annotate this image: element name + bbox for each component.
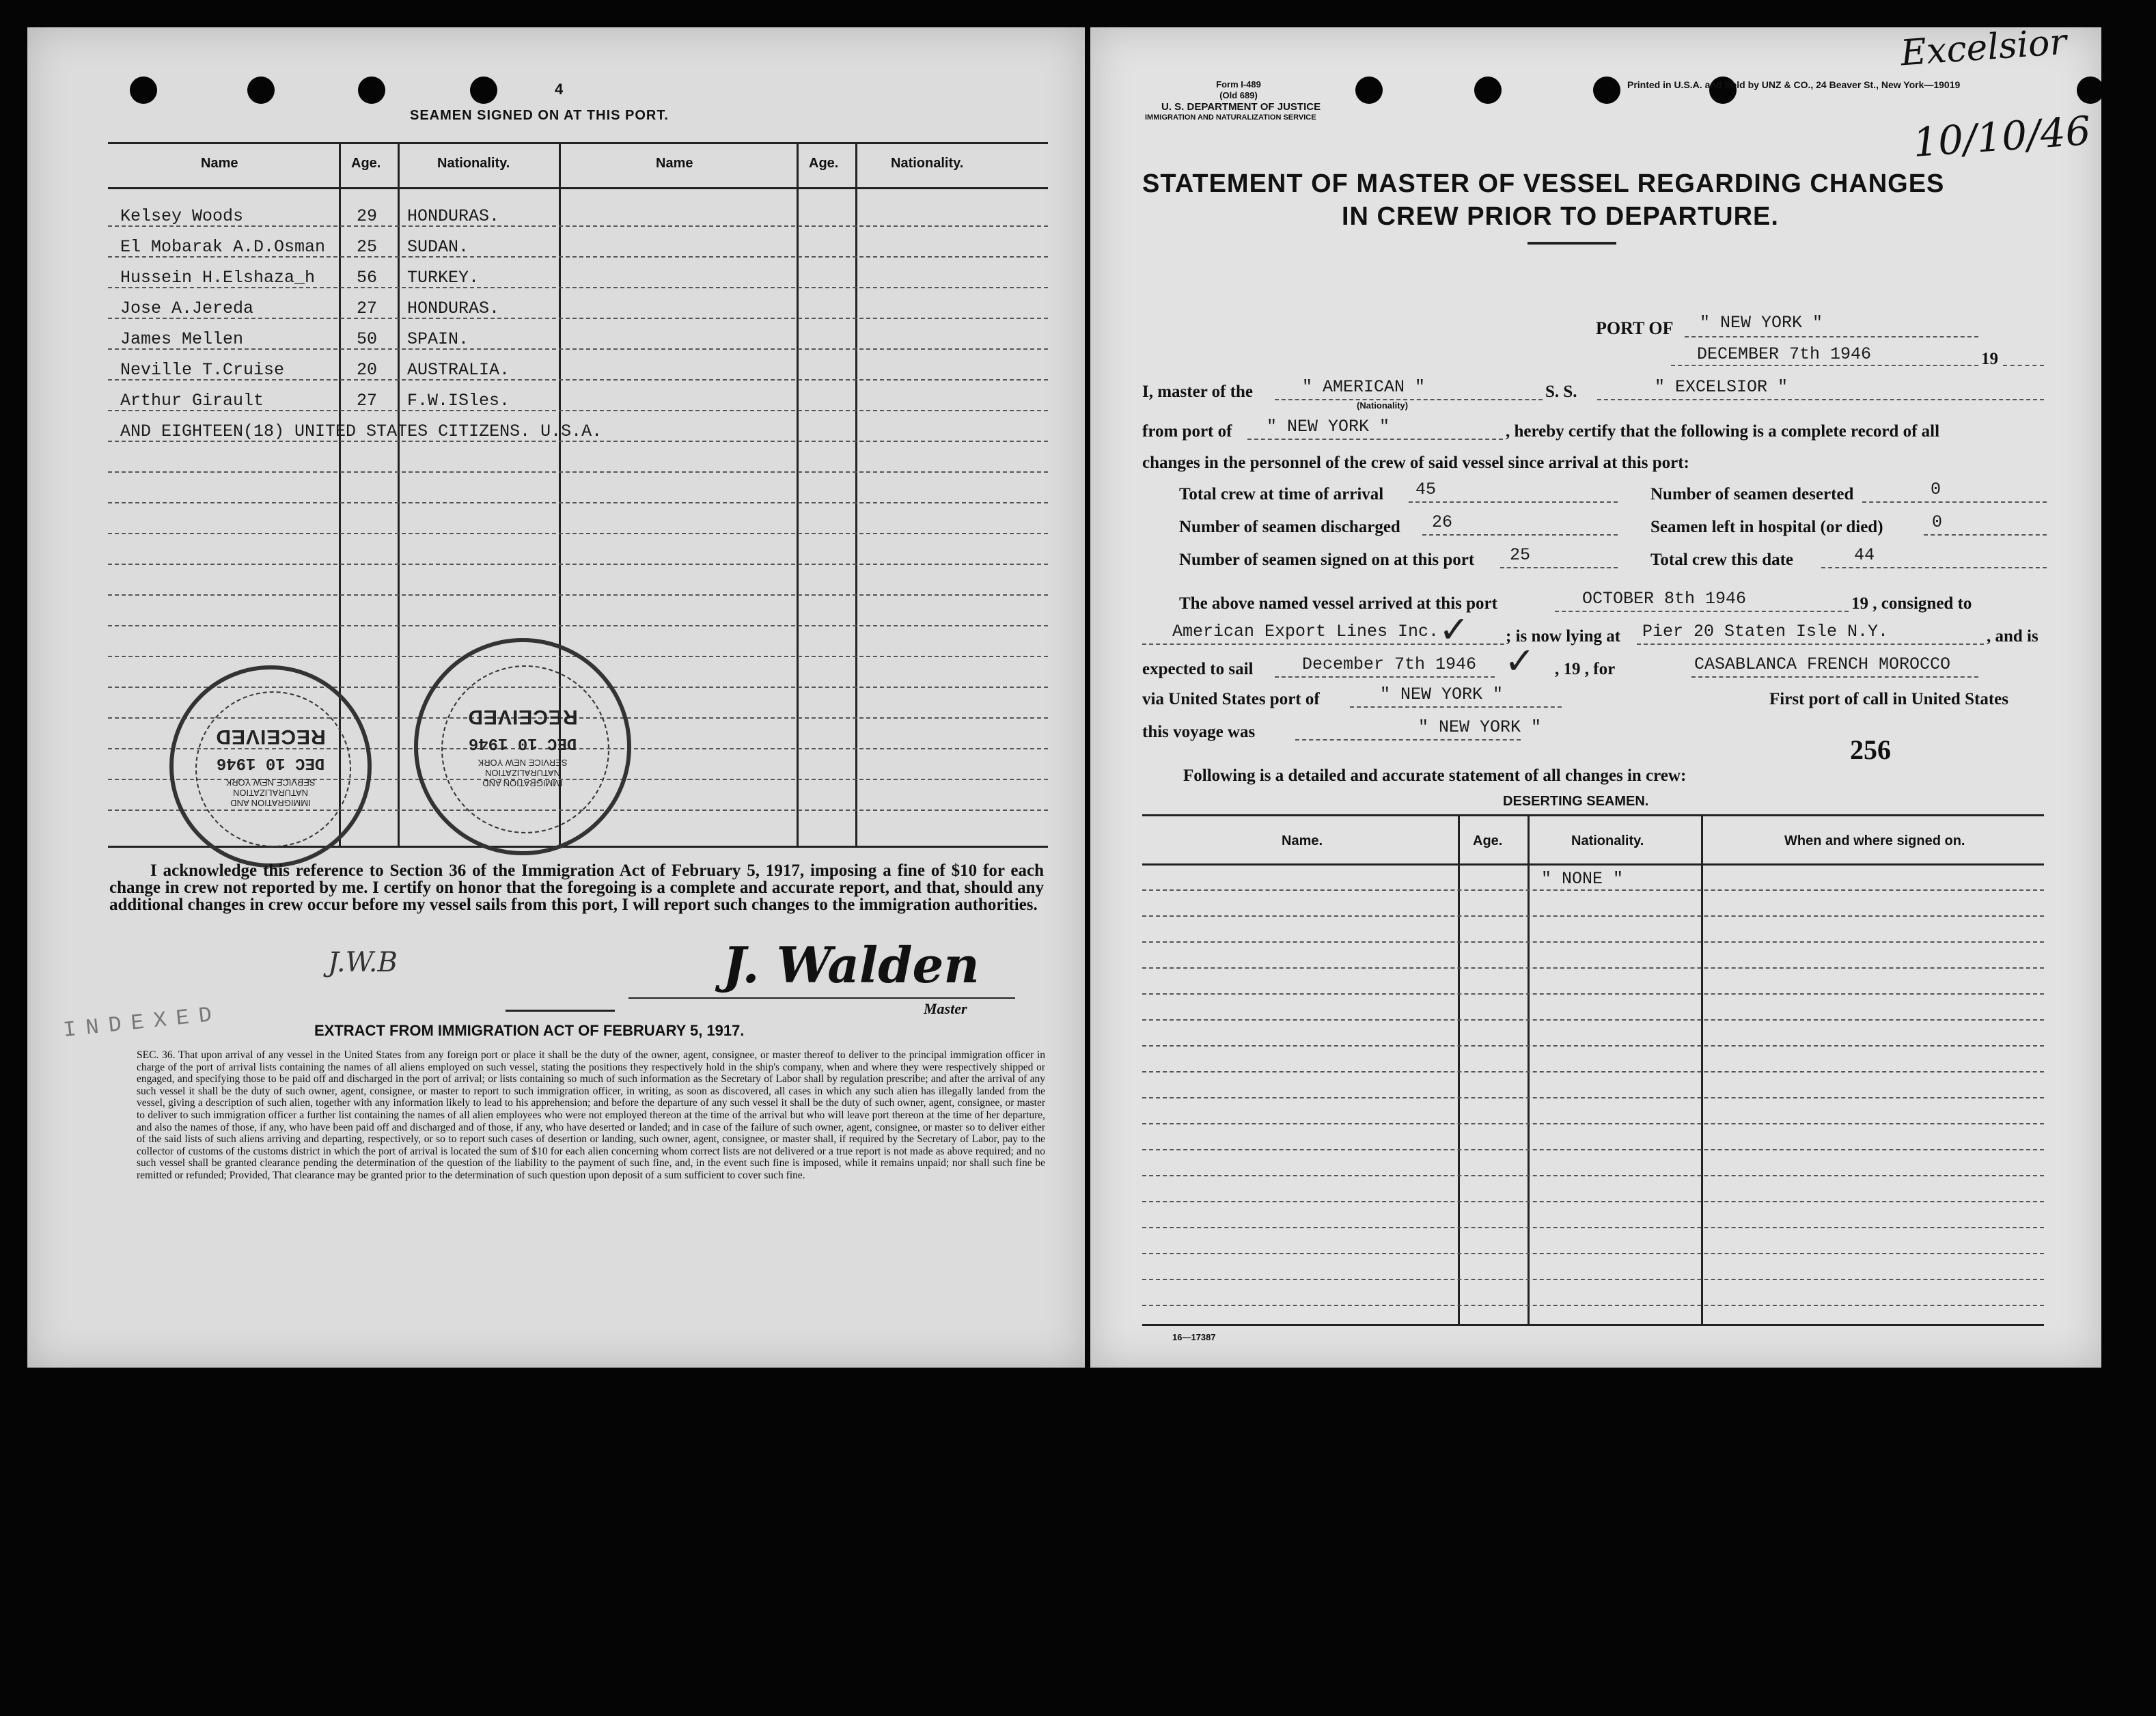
consigned-label: 19 , consigned to bbox=[1851, 594, 1972, 613]
master-of-label: I, master of the bbox=[1142, 383, 1253, 401]
total-crew-arrival-label: Total crew at time of arrival bbox=[1179, 485, 1384, 503]
row-age: 27 bbox=[357, 299, 378, 318]
row-nationality: SUDAN. bbox=[407, 237, 469, 257]
punch-hole bbox=[470, 77, 497, 104]
left-page-title: SEAMEN SIGNED ON AT THIS PORT. bbox=[410, 108, 669, 123]
footer-code: 16—17387 bbox=[1172, 1332, 1216, 1342]
punch-hole bbox=[2077, 77, 2104, 104]
form-title-line1: STATEMENT OF MASTER OF VESSEL REGARDING CHANGES bbox=[1142, 169, 1945, 198]
row-nationality: F.W.ISles. bbox=[407, 391, 510, 411]
lying-label: ; is now lying at bbox=[1506, 627, 1621, 646]
service: IMMIGRATION AND NATURALIZATION SERVICE bbox=[1145, 113, 1316, 122]
col-header-name-2: Name bbox=[656, 156, 693, 171]
col-header-age: Age. bbox=[351, 156, 381, 171]
punch-hole bbox=[247, 77, 275, 104]
deserting-header-name: Name. bbox=[1282, 833, 1323, 848]
punch-hole bbox=[1474, 77, 1502, 104]
col-header-name: Name bbox=[201, 156, 238, 171]
master-label: Master bbox=[924, 1000, 967, 1017]
handwritten-date: 10/10/46 bbox=[1911, 107, 2092, 167]
ship-value: " EXCELSIOR " bbox=[1655, 377, 1788, 397]
deserting-header-signed-on: When and where signed on. bbox=[1784, 833, 1965, 848]
form-title-line2: IN CREW PRIOR TO DEPARTURE. bbox=[1342, 202, 1779, 231]
department: U. S. DEPARTMENT OF JUSTICE bbox=[1161, 101, 1321, 113]
row-name: Neville T.Cruise bbox=[120, 360, 285, 380]
right-page bbox=[1090, 21, 2101, 1368]
left-page bbox=[27, 27, 1085, 1368]
form-number: Form I-489 bbox=[1216, 79, 1261, 89]
port-of-value: " NEW YORK " bbox=[1700, 313, 1823, 333]
via-value: " NEW YORK " bbox=[1380, 684, 1504, 704]
row-age: 50 bbox=[357, 329, 378, 349]
punch-hole bbox=[1593, 77, 1620, 104]
date-value: DECEMBER 7th 1946 bbox=[1697, 344, 1872, 364]
extract-title: EXTRACT FROM IMMIGRATION ACT OF FEBRUARY 5, 1917. bbox=[314, 1022, 745, 1039]
total-crew-date-label: Total crew this date bbox=[1650, 551, 1794, 569]
col-header-nationality-2: Nationality. bbox=[891, 156, 964, 171]
following-text: Following is a detailed and accurate statement of all changes in crew: bbox=[1183, 766, 1687, 785]
form-old-number: (Old 689) bbox=[1219, 90, 1258, 100]
changes-text: changes in the personnel of the crew of said vessel since arrival at this port: bbox=[1142, 454, 1689, 472]
via-label: via United States port of bbox=[1142, 690, 1320, 708]
year-suffix: 19 bbox=[1981, 350, 1998, 368]
row-nationality: SPAIN. bbox=[407, 329, 469, 349]
destination-value: CASABLANCA FRENCH MOROCCO bbox=[1694, 654, 1951, 674]
printer-line: Printed in U.S.A. and Sold by UNZ & CO., 24 Beaver St., New York—19019 bbox=[1627, 79, 1961, 90]
row-name: Kelsey Woods bbox=[120, 206, 244, 226]
master-signature: J. Walden bbox=[723, 936, 980, 994]
signed-on-value: 25 bbox=[1510, 545, 1531, 565]
stamp-word: RECEIVED bbox=[467, 706, 578, 728]
punch-hole bbox=[1355, 77, 1383, 104]
row-age: 25 bbox=[357, 237, 378, 257]
ss-label: S. S. bbox=[1545, 383, 1577, 401]
arrived-value: OCTOBER 8th 1946 bbox=[1582, 589, 1747, 609]
nationality-value: " AMERICAN " bbox=[1302, 377, 1426, 397]
hospital-label: Seamen left in hospital (or died) bbox=[1650, 518, 1883, 536]
stamp-word: RECEIVED bbox=[215, 725, 326, 748]
voyage-value: " NEW YORK " bbox=[1418, 717, 1542, 737]
expected-value: December 7th 1946 bbox=[1302, 654, 1477, 674]
col-header-age-2: Age. bbox=[809, 156, 839, 171]
row-nationality: HONDURAS. bbox=[407, 299, 500, 318]
row-name: Hussein H.Elshaza_h bbox=[120, 268, 316, 288]
from-port-value: " NEW YORK " bbox=[1267, 417, 1390, 437]
first-port-label: First port of call in United States bbox=[1769, 690, 2008, 708]
total-crew-date-value: 44 bbox=[1854, 545, 1875, 565]
row-nationality: AUSTRALIA. bbox=[407, 360, 510, 380]
signed-on-label: Number of seamen signed on at this port bbox=[1179, 551, 1475, 569]
row-age: 29 bbox=[357, 206, 378, 226]
punch-hole bbox=[130, 77, 157, 104]
arrived-label: The above named vessel arrived at this port bbox=[1179, 594, 1497, 613]
acknowledgement-text: I acknowledge this reference to Section 36 of the Immigration Act of February 5, 1917, imposing a fine of $10 for each change in crew not reported by me. I certify on honor that the foregoing is a complete and accurate report, and that, should any additional changes in crew occur before my vessel sails from this port, I will report such changes to the immigration authorities. bbox=[109, 861, 1044, 914]
deserting-title: DESERTING SEAMEN. bbox=[1503, 794, 1649, 809]
deserted-value: 0 bbox=[1931, 480, 1941, 499]
summary-line: AND EIGHTEEN(18) UNITED STATES CITIZENS. U.S.A. bbox=[120, 421, 603, 441]
hospital-value: 0 bbox=[1932, 512, 1943, 532]
deserting-value: " NONE " bbox=[1541, 869, 1624, 889]
row-nationality: HONDURAS. bbox=[407, 206, 500, 226]
lying-value: Pier 20 Staten Isle N.Y. bbox=[1642, 622, 1889, 641]
discharged-value: 26 bbox=[1432, 512, 1453, 532]
received-stamp bbox=[414, 638, 631, 855]
discharged-label: Number of seamen discharged bbox=[1179, 518, 1400, 536]
deserted-label: Number of seamen deserted bbox=[1650, 485, 1854, 503]
indexed-stamp: INDEXED bbox=[61, 1001, 223, 1044]
row-age: 27 bbox=[357, 391, 378, 411]
received-stamp bbox=[169, 665, 372, 868]
from-port-label: from port of bbox=[1142, 422, 1232, 441]
deserting-header-nationality: Nationality. bbox=[1571, 833, 1644, 848]
port-of-label: PORT OF bbox=[1596, 318, 1674, 338]
row-name: Arthur Girault bbox=[120, 391, 264, 411]
row-name: Jose A.Jereda bbox=[120, 299, 254, 318]
row-nationality: TURKEY. bbox=[407, 268, 480, 288]
row-name: El Mobarak A.D.Osman bbox=[120, 237, 326, 257]
deserting-header-age: Age. bbox=[1473, 833, 1503, 848]
check-mark: ✓ bbox=[1439, 609, 1470, 650]
expected-label: expected to sail bbox=[1142, 660, 1254, 678]
col-header-nationality: Nationality. bbox=[437, 156, 510, 171]
row-name: James Mellen bbox=[120, 329, 244, 349]
handwritten-ship-name: Excelsior bbox=[1899, 21, 2069, 74]
stamp-date: DEC 10 1946 bbox=[216, 753, 325, 772]
initials: J.W.B bbox=[328, 947, 398, 978]
stamp-date: DEC 10 1946 bbox=[468, 734, 577, 752]
voyage-label: this voyage was bbox=[1142, 723, 1256, 741]
check-mark: ✓ bbox=[1504, 641, 1536, 682]
total-crew-arrival-value: 45 bbox=[1415, 480, 1437, 499]
nationality-caption: (Nationality) bbox=[1357, 400, 1409, 411]
row-age: 20 bbox=[357, 360, 378, 380]
for-label: , 19 , for bbox=[1555, 660, 1616, 678]
extract-text: SEC. 36. That upon arrival of any vessel in the United States from any foreign port or place it shall be the duty of the owner, agent, consignee, or master thereof to deliver to the principal immigration officer in charge of the port of arrival lists containing the names of all aliens employed on such vessel, stating the positions they respectively hold in the ship's company, when and where they were respectively shipped or engaged, and specifying those to be paid off and discharged in the port of arrival; or lists containing so much of such information as the Secretary of Labor shall by regulation prescribe; and after the arrival of any such vessel it shall be the duty of such owner, agent, consignee, or master to report to such immigration officer, in writing, as soon as discovered, all cases in which any such alien has illegally landed from the vessel, giving a description of such alien, together with any information likely to lead to his apprehension; and before the departure of any such vessel it shall be the duty of such owner, agent, consignee, or master to deliver to such immigration officer a further list containing the names of all alien employees who were not employed thereon at the time of the arrival but who will leave port thereon at the time of her departure, and also the names of those, if any, who have been paid off and discharged and of those, if any, who have deserted or landed; and in case of the failure of such owner, agent, consignee, or master so to deliver either of the said lists of such aliens arriving and departing, respectively, or so to report such cases of desertion or landing, such owner, agent, consignee, or master shall, if required by the Secretary of Labor, pay to the collector of customs of the customs district in which the port of arrival is located the sum of $10 for each alien concerning whom correct lists are not delivered or a true report is not made as above required; and no such vessel shall be granted clearance pending the determination of the question of the liability to the payment of such fine, and, in the event such fine is imposed, while it remains unpaid; nor shall such fine be remitted or refunded; Provided, That clearance may be granted prior to the determination of such question upon deposit of a sum sufficient to cover such fine. bbox=[137, 1049, 1045, 1181]
row-age: 56 bbox=[357, 268, 378, 288]
stamp-agency-text: IMMIGRATION AND NATURALIZATION SERVICE NEW YORK bbox=[478, 758, 568, 788]
stamp-agency-text: IMMIGRATION AND NATURALIZATION SERVICE NEW YORK bbox=[225, 777, 316, 808]
punch-hole bbox=[358, 77, 385, 104]
page-number: 4 bbox=[555, 81, 564, 98]
and-is-label: , and is bbox=[1987, 627, 2038, 646]
consignee-value: American Export Lines Inc. bbox=[1172, 622, 1439, 641]
document-number: 256 bbox=[1850, 734, 1891, 765]
certify-text: , hereby certify that the following is a complete record of all bbox=[1506, 422, 1940, 441]
